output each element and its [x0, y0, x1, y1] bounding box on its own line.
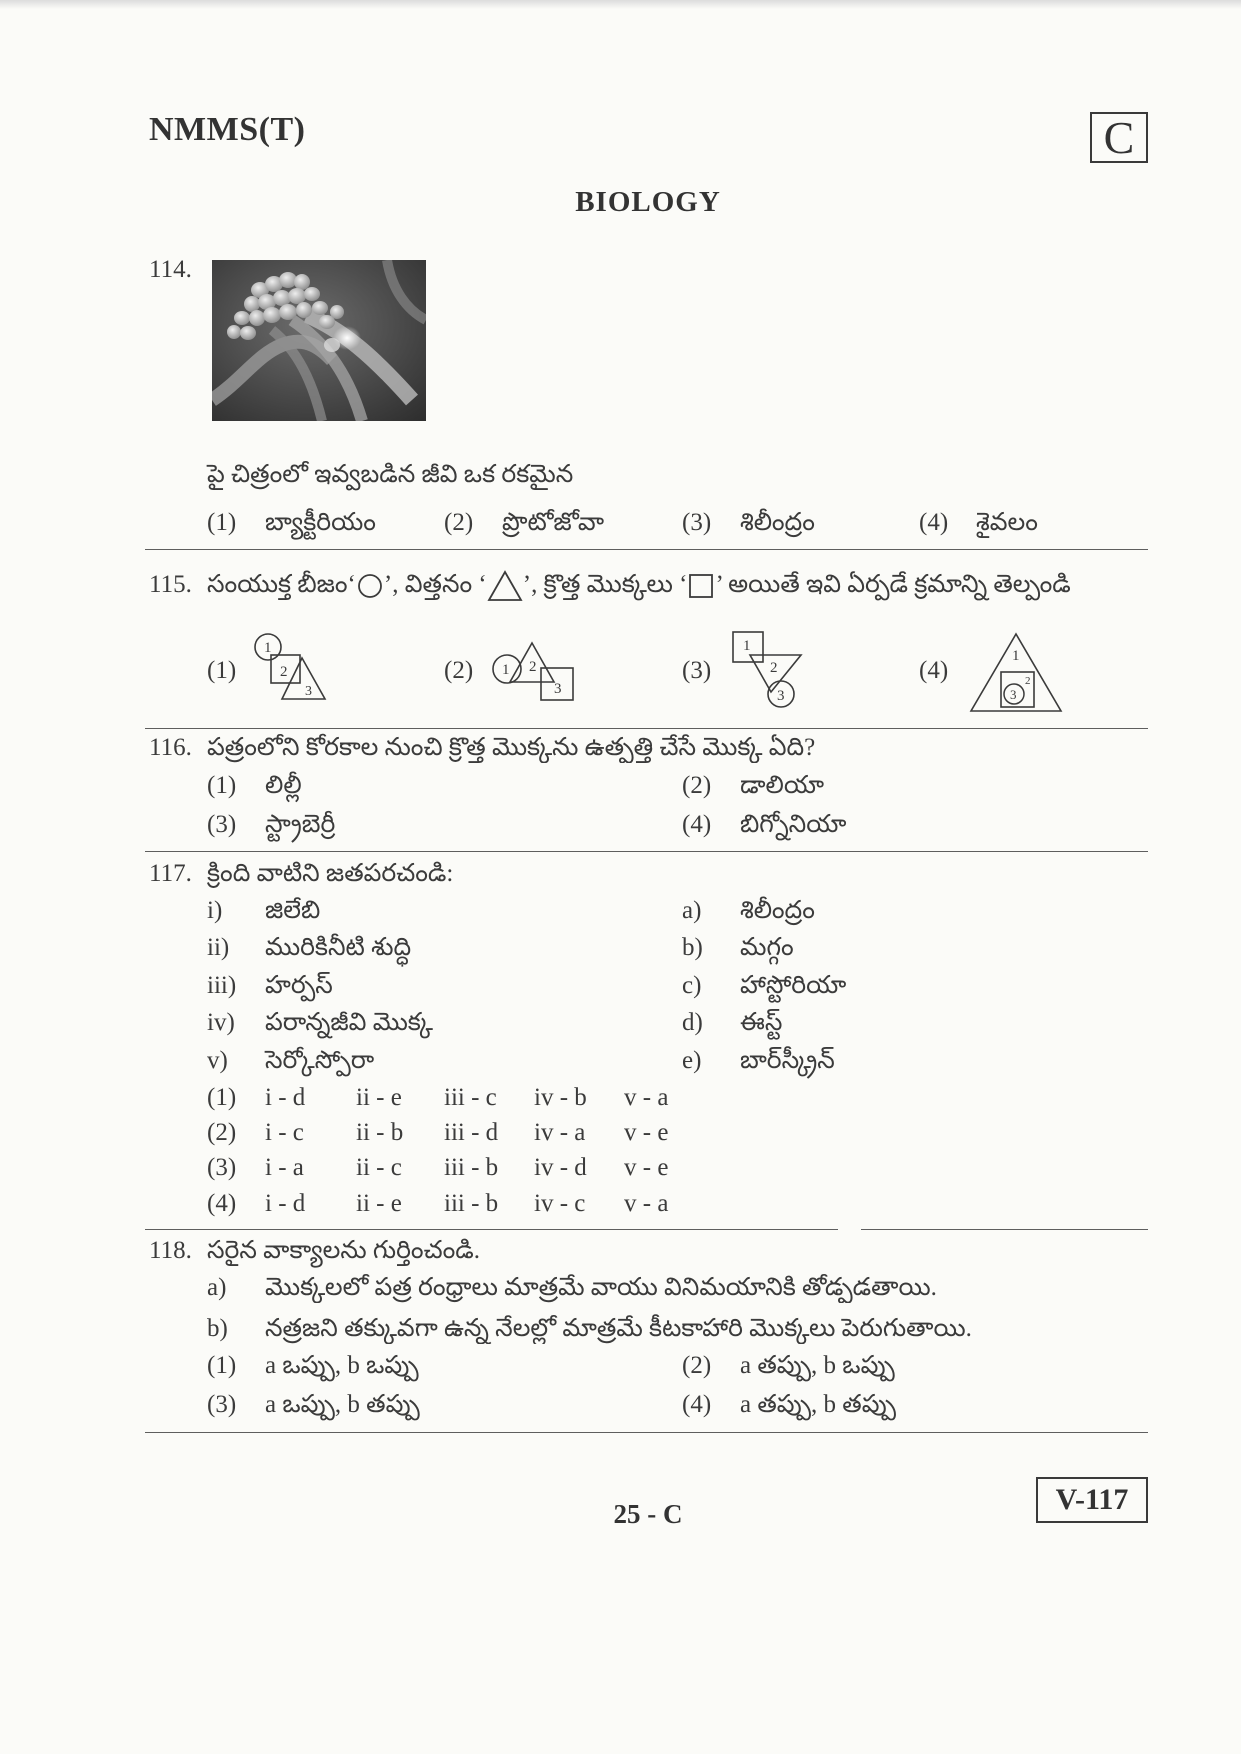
option-text: a ఒప్పు, b తప్పు [265, 1391, 420, 1418]
match-right-label: a) [682, 897, 702, 924]
stem-part: సంయుక్త బీజం‘ [207, 571, 356, 598]
option-label: (4) [919, 509, 949, 536]
option-pair: v - e [624, 1154, 669, 1181]
option-pair: iii - c [444, 1084, 497, 1111]
match-left-text: పరాన్నజీవి మొక్క [265, 1009, 433, 1036]
option-text: డాలియా [740, 772, 825, 799]
option-text: బిగ్నోనియా [740, 811, 847, 838]
diagram-label: 3 [777, 688, 785, 704]
match-left-label: i) [207, 897, 223, 924]
diagram-label: 1 [502, 662, 510, 678]
option-label: (4) [207, 1190, 237, 1217]
option-label: (4) [919, 657, 949, 684]
option-label: (1) [207, 1352, 237, 1379]
question-number: 115. [149, 571, 192, 598]
divider [145, 728, 1148, 729]
option-text: a తప్పు, b తప్పు [740, 1391, 896, 1418]
option-text: ప్రొటోజోవా [502, 509, 605, 536]
sequence-diagram-3 [731, 630, 807, 710]
option-label: (2) [207, 1119, 237, 1146]
diagram-label: 1 [264, 640, 272, 656]
diagram-label: 3 [1010, 687, 1017, 702]
match-right-label: c) [682, 972, 702, 999]
option-pair: iv - a [534, 1119, 586, 1146]
sequence-diagram-2 [490, 641, 576, 705]
question-number: 117. [149, 860, 192, 887]
statement-text: నత్రజని తక్కువగా ఉన్న నేలల్లో మాత్రమే కీటకాహారి మొక్కలు పెరుగుతాయి. [265, 1315, 972, 1342]
exam-code: NMMS(T) [149, 111, 306, 148]
diagram-label: 2 [280, 664, 288, 680]
match-left-label: iii) [207, 972, 237, 999]
option-pair: i - d [265, 1190, 306, 1217]
question-stem: పత్రంలోని కోరకాల నుంచి క్రొత్త మొక్కను ఉత్పత్తి చేసే మొక్క ఏది? [207, 734, 816, 761]
divider [145, 549, 1148, 550]
match-left-text: జిలేబి [265, 897, 321, 924]
option-text: శైవలం [976, 509, 1038, 536]
statement-text: మొక్కలలో పత్ర రంధ్రాలు మాత్రమే వాయు వినిమయానికి తోడ్పడతాయి. [265, 1274, 937, 1301]
diagram-label: 2 [529, 659, 537, 675]
option-pair: i - c [265, 1119, 304, 1146]
option-pair: iii - b [444, 1190, 499, 1217]
question-stem: క్రింది వాటిని జతపరచండి: [207, 860, 454, 887]
diagram-label: 2 [1025, 675, 1031, 687]
option-text: లిల్లీ [265, 772, 302, 799]
option-text: స్ట్రాబెర్రీ [265, 811, 336, 838]
subject-title: BIOLOGY [575, 186, 721, 218]
diagram-label: 1 [1012, 648, 1020, 664]
stem-part: ’, క్రొత్త మొక్కలు ‘ [522, 571, 688, 598]
divider [145, 1229, 838, 1230]
divider [861, 1229, 1148, 1230]
page-number: 25 - C [613, 1499, 683, 1529]
match-right-text: బార్‌స్క్రీన్ [740, 1047, 835, 1074]
option-label: (1) [207, 509, 237, 536]
statement-label: a) [207, 1274, 227, 1301]
option-label: (2) [444, 509, 474, 536]
question-stem [207, 566, 1148, 604]
match-right-label: b) [682, 934, 703, 961]
match-right-text: మగ్గం [740, 934, 794, 961]
diagram-label: 2 [770, 660, 778, 676]
option-label: (2) [682, 772, 712, 799]
question-number: 114. [149, 256, 192, 283]
option-text: బ్యాక్టీరియం [265, 509, 376, 536]
option-pair: iv - d [534, 1154, 587, 1181]
option-label: (3) [207, 811, 237, 838]
option-pair: ii - c [356, 1154, 402, 1181]
divider [145, 1432, 1148, 1433]
option-pair: v - e [624, 1119, 669, 1146]
option-label: (3) [207, 1391, 237, 1418]
option-pair: iv - b [534, 1084, 587, 1111]
microscope-fungus-photo [212, 260, 426, 421]
option-label: (3) [207, 1154, 237, 1181]
match-left-text: హర్పస్ [265, 972, 333, 999]
question-number: 116. [149, 734, 192, 761]
option-text: a తప్పు, b ఒప్పు [740, 1352, 895, 1379]
match-left-text: మురికినీటి శుద్ధి [265, 934, 412, 961]
question-number: 118. [149, 1237, 192, 1264]
match-right-label: e) [682, 1047, 702, 1074]
paper-code-box: V-117 [1036, 1477, 1148, 1523]
option-pair: i - d [265, 1084, 306, 1111]
stem-part: ’ అయితే ఇవి ఏర్పడే క్రమాన్ని తెల్పండి [715, 571, 1071, 598]
option-label: (2) [682, 1352, 712, 1379]
diagram-label: 1 [743, 638, 751, 654]
option-text: శిలీంద్రం [740, 509, 815, 536]
triangle-symbol-icon [487, 570, 523, 602]
square-symbol-icon [687, 572, 715, 600]
sequence-diagram-1 [253, 632, 333, 704]
match-right-text: ఈస్ట్ [740, 1009, 783, 1036]
statement-label: b) [207, 1315, 228, 1342]
match-right-text: హాస్టోరియా [740, 972, 847, 999]
scan-edge [0, 0, 1241, 9]
match-left-text: సెర్కోస్పోరా [265, 1047, 375, 1074]
option-pair: i - a [265, 1154, 304, 1181]
option-label: (3) [682, 657, 712, 684]
circle-symbol-icon [356, 572, 384, 600]
option-text: a ఒప్పు, b ఒప్పు [265, 1352, 419, 1379]
match-left-label: iv) [207, 1009, 235, 1036]
sequence-diagram-4 [969, 632, 1065, 714]
option-label: (1) [207, 772, 237, 799]
option-pair: v - a [624, 1190, 669, 1217]
option-pair: ii - b [356, 1119, 404, 1146]
option-label: (1) [207, 657, 237, 684]
option-pair: v - a [624, 1084, 669, 1111]
match-left-label: ii) [207, 934, 230, 961]
question-stem: సరైన వాక్యాలను గుర్తించండి. [207, 1237, 481, 1264]
option-pair: iii - b [444, 1154, 499, 1181]
option-pair: ii - e [356, 1190, 402, 1217]
set-code-box: C [1090, 112, 1148, 163]
option-label: (3) [682, 509, 712, 536]
diagram-label: 3 [554, 681, 562, 697]
option-pair: ii - e [356, 1084, 402, 1111]
option-label: (1) [207, 1084, 237, 1111]
diagram-label: 3 [305, 684, 312, 699]
option-label: (2) [444, 657, 474, 684]
option-pair: iii - d [444, 1119, 499, 1146]
match-right-label: d) [682, 1009, 703, 1036]
stem-part: ’, విత్తనం ‘ [383, 571, 487, 598]
option-pair: iv - c [534, 1190, 586, 1217]
question-stem: పై చిత్రంలో ఇవ్వబడిన జీవి ఒక రకమైన [207, 461, 574, 488]
match-right-text: శిలీంద్రం [740, 897, 815, 924]
option-label: (4) [682, 1391, 712, 1418]
match-left-label: v) [207, 1047, 228, 1074]
option-label: (4) [682, 811, 712, 838]
divider [145, 851, 1148, 852]
